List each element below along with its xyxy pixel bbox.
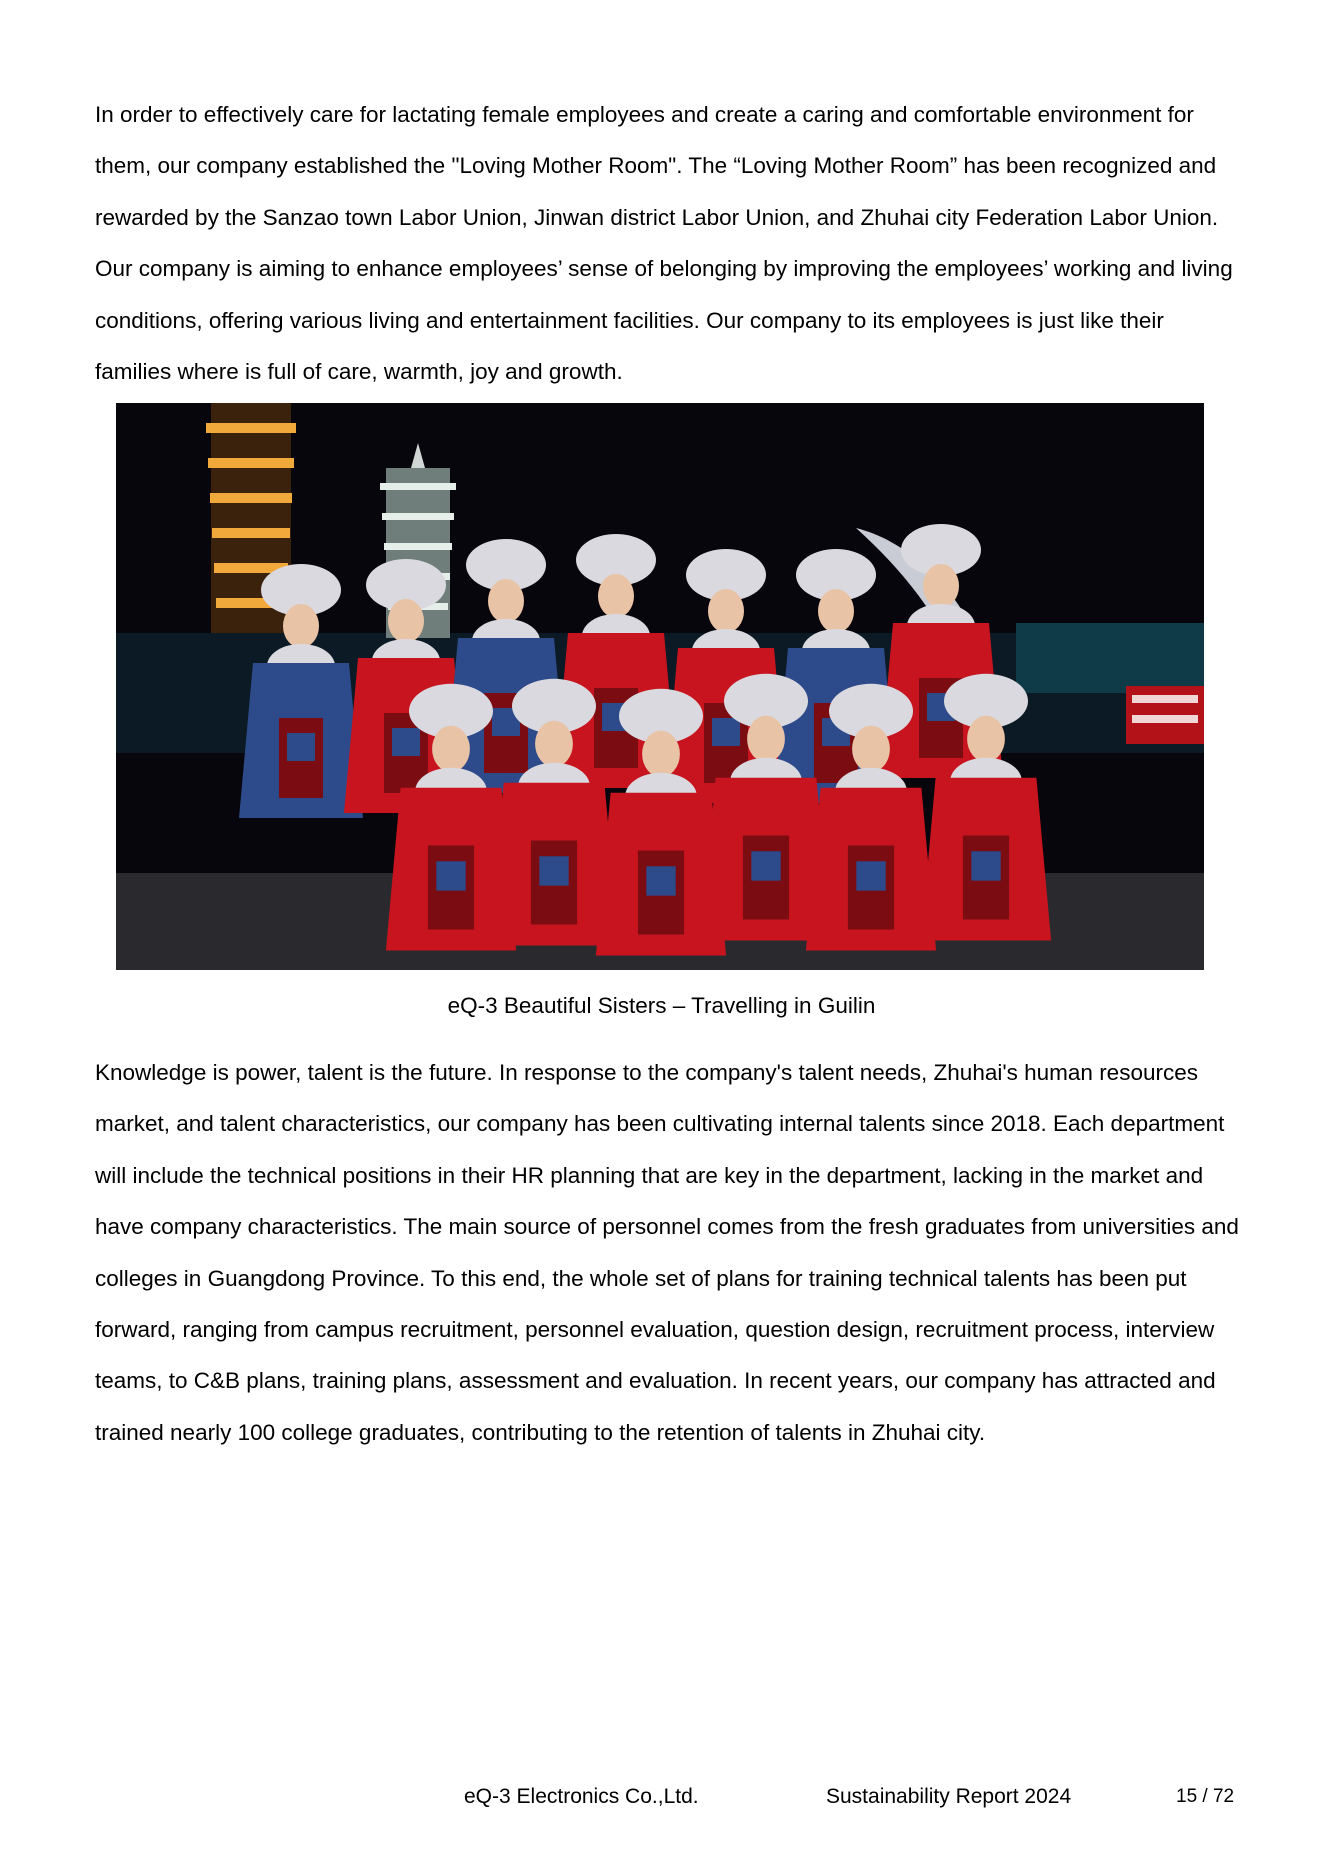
paragraph-loving-mother-room: In order to effectively care for lactating female employees and create a caring and comfortable environment for them, our company established the "Loving Mother Room". The “Loving Mother Room” has been recognized and rewarded by the Sanzao town Labor Union, Jinwan district Labor Union, and Zhuhai city Federation Labor Union. Our company is aiming to enhance employees’ sense of belonging by improving the employees’ working and living conditions, offering various living and entertainment facilities. Our company to its employees is just like their families where is full of care, warmth, joy and growth. <box>95 102 1233 385</box>
photo-illustration <box>116 403 1204 970</box>
footer-report-title: Sustainability Report 2024 <box>826 1785 1072 1808</box>
footer-company-name: eQ-3 Electronics Co.,Ltd. <box>464 1785 699 1808</box>
photo-caption: eQ-3 Beautiful Sisters – Travelling in Guilin <box>447 993 876 1018</box>
footer-page-number: 15 / 72 <box>1176 1786 1235 1807</box>
group-photo-guilin <box>116 403 1204 970</box>
paragraph-talent-development: Knowledge is power, talent is the future. In response to the company's talent needs, Zhuhai's human resources market, and talent characteristics, our company has been cultivating internal talents since 2018. Each department will include the technical positions in their HR planning that are key in the department, lacking in the market and have company characteristics. The main source of personnel comes from the fresh graduates from universities and colleges in Guangdong Province. To this end, the whole set of plans for training technical talents has been put forward, ranging from campus recruitment, personnel evaluation, question design, recruitment process, interview teams, to C&B plans, training plans, assessment and evaluation. In recent years, our company has attracted and trained nearly 100 college graduates, contributing to the retention of talents in Zhuhai city. <box>95 1060 1239 1445</box>
